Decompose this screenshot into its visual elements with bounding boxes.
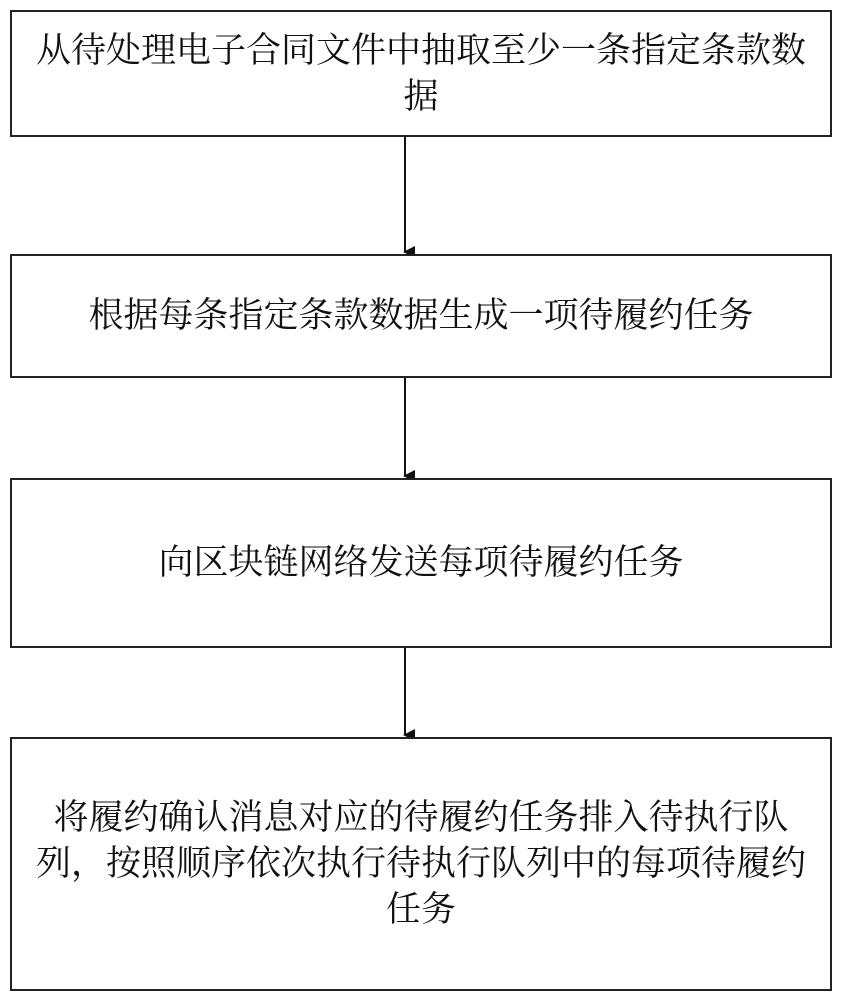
flow-step-3 [10, 478, 832, 648]
flow-step-2 [10, 254, 832, 378]
flow-step-4 [10, 737, 832, 991]
flow-step-4-text: 将履约确认消息对应的待履约任务排入待执行队列，按照顺序依次执行待执行队列中的每项待履约任务 [35, 798, 806, 930]
flow-step-3-text: 向区块链网络发送每项待履约任务 [158, 543, 684, 583]
flow-step-1-text: 从待处理电子合同文件中抽取至少一条指定条款数据 [35, 30, 806, 117]
flow-step-2-text: 根据每条指定条款数据生成一项待履约任务 [88, 296, 754, 336]
